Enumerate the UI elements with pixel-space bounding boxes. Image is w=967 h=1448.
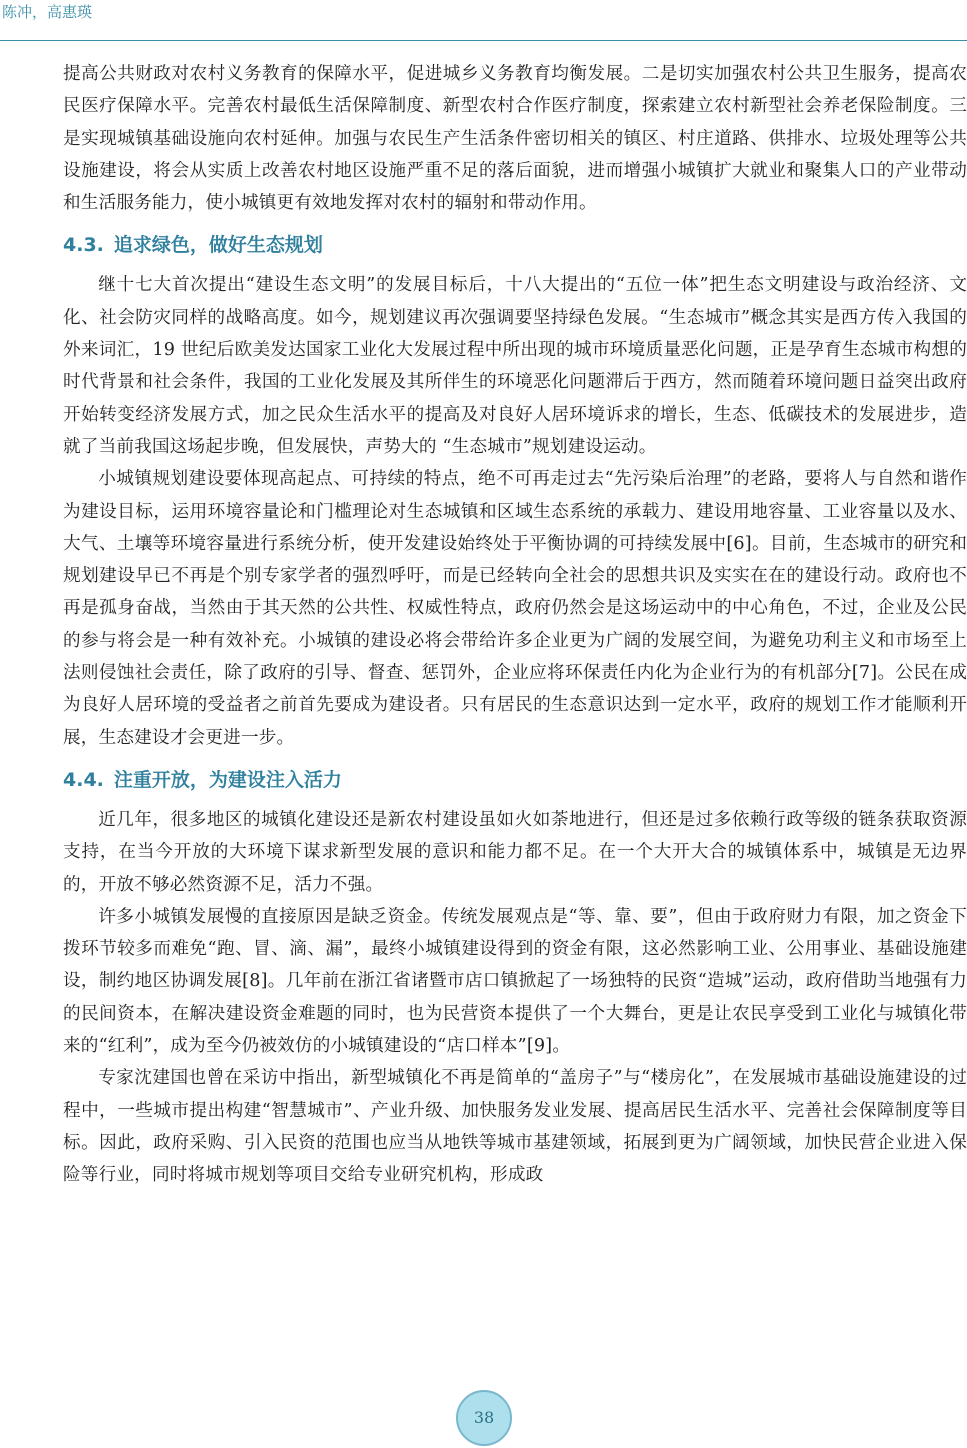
- paragraph: 近几年，很多地区的城镇化建设还是新农村建设虽如火如荼地进行，但还是过多依赖行政等级的链条获取资源支持，在当今开放的大环境下谋求新型发展的意识和能力都不足。在一个大开大合的城镇体系中，城镇是无边界的，开放不够必然资源不足，活力不强。: [63, 809, 967, 895]
- section-title: 注重开放，为建设注入活力: [113, 768, 342, 791]
- paragraph: 继十七大首次提出“建设生态文明”的发展目标后，十八大提出的“五位一体”把生态文明建设与政治经济、文化、社会防灾同样的战略高度。如今，规划建议再次强调要坚持绿色发展。“生态城市”概念其实是西方传入我国的外来词汇，19 世纪后欧美发达国家工业化大发展过程中所出现的城市环境质量恶化问题，正是孕育生态城市构想的时代背景和社会条件，我国的工业化发展及其所伴生的环境恶化问题滞后于西方，然而随着环境问题日益突出政府开始转变经济发展方式，加之民众生活水平的提高及对良好人居环境诉求的增长，生态、低碳技术的发展进步，造就了当前我国这场起步晚，但发展快，声势大的 “生态城市”规划建设运动。: [63, 275, 967, 457]
- section-number: 4.4.: [63, 768, 104, 791]
- section-number: 4.3.: [63, 234, 104, 257]
- section-heading-4-4: [63, 767, 967, 793]
- paragraph: 专家沈建国也曾在采访中指出，新型城镇化不再是简单的“盖房子”与“楼房化”，在发展城市基础设施建设的过程中，一些城市提出构建“智慧城市”、产业升级、加快服务发业发展、提高居民生活水平、完善社会保障制度等目标。因此，政府采购、引入民资的范围也应当从地铁等城市基建领域，拓展到更为广阔领域，加快民营企业进入保险等行业，同时将城市规划等项目交给专业研究机构，形成政: [63, 1068, 967, 1186]
- paragraph: 小城镇规划建设要体现高起点、可持续的特点，绝不可再走过去“先污染后治理”的老路，要将人与自然和谐作为建设目标，运用环境容量论和门槛理论对生态城镇和区域生态系统的承载力、建设用地容量、工业容量以及水、大气、土壤等环境容量进行系统分析，使开发建设始终处于平衡协调的可持续发展中[6]。目前，生态城市的研究和规划建设早已不再是个别专家学者的强烈呼吁，而是已经转向全社会的思想共识及实实在在的建设行动。政府也不再是孤身奋战，当然由于其天然的公共性、权威性特点，政府仍然会是这场运动中的中心角色，不过，企业及公民的参与将会是一种有效补充。小城镇的建设必将会带给许多企业更为广阔的发展空间，为避免功利主义和市场至上法则侵蚀社会责任，除了政府的引导、督查、惩罚外，企业应将环保责任内化为企业行为的有机部分[7]。公民在成为良好人居环境的受益者之前首先要成为建设者。只有居民的生态意识达到一定水平，政府的规划工作才能顺利开展，生态建设才会更进一步。: [63, 469, 967, 748]
- section-heading-4-3: [63, 232, 967, 258]
- page-number: 38: [473, 1408, 495, 1427]
- section-title: 追求绿色，做好生态规划: [113, 234, 323, 257]
- paragraph: 许多小城镇发展慢的直接原因是缺乏资金。传统发展观点是“等、靠、要”，但由于政府财力有限，加之资金下拨环节较多而难免“跑、冒、滴、漏”，最终小城镇建设得到的资金有限，这必然影响工业、公用事业、基础设施建设，制约地区协调发展[8]。几年前在浙江省诸暨市店口镇掀起了一场独特的民资“造城”运动，政府借助当地强有力的民间资本，在解决建设资金难题的同时，也为民营资本提供了一个大舞台，更是让农民享受到工业化与城镇化带来的“红利”，成为至今仍被效仿的小城镇建设的“店口样本”[9]。: [63, 906, 967, 1057]
- page-number-badge: [456, 1390, 512, 1446]
- article-body: [63, 58, 967, 1192]
- paragraph-continuation: 提高公共财政对农村义务教育的保障水平，促进城乡义务教育均衡发展。二是切实加强农村公共卫生服务，提高农民医疗保障水平。完善农村最低生活保障制度、新型农村合作医疗制度，探索建立农村新型社会养老保险制度。三是实现城镇基础设施向农村延伸。加强与农民生产生活条件密切相关的镇区、村庄道路、供排水、垃圾处理等公共设施建设，将会从实质上改善农村地区设施严重不足的落后面貌，进而增强小城镇扩大就业和聚集人口的产业带动和生活服务能力，使小城镇更有效地发挥对农村的辐射和带动作用。: [63, 64, 967, 214]
- running-header: [0, 0, 967, 41]
- header-authors: 陈冲，高惠瑛: [2, 3, 93, 21]
